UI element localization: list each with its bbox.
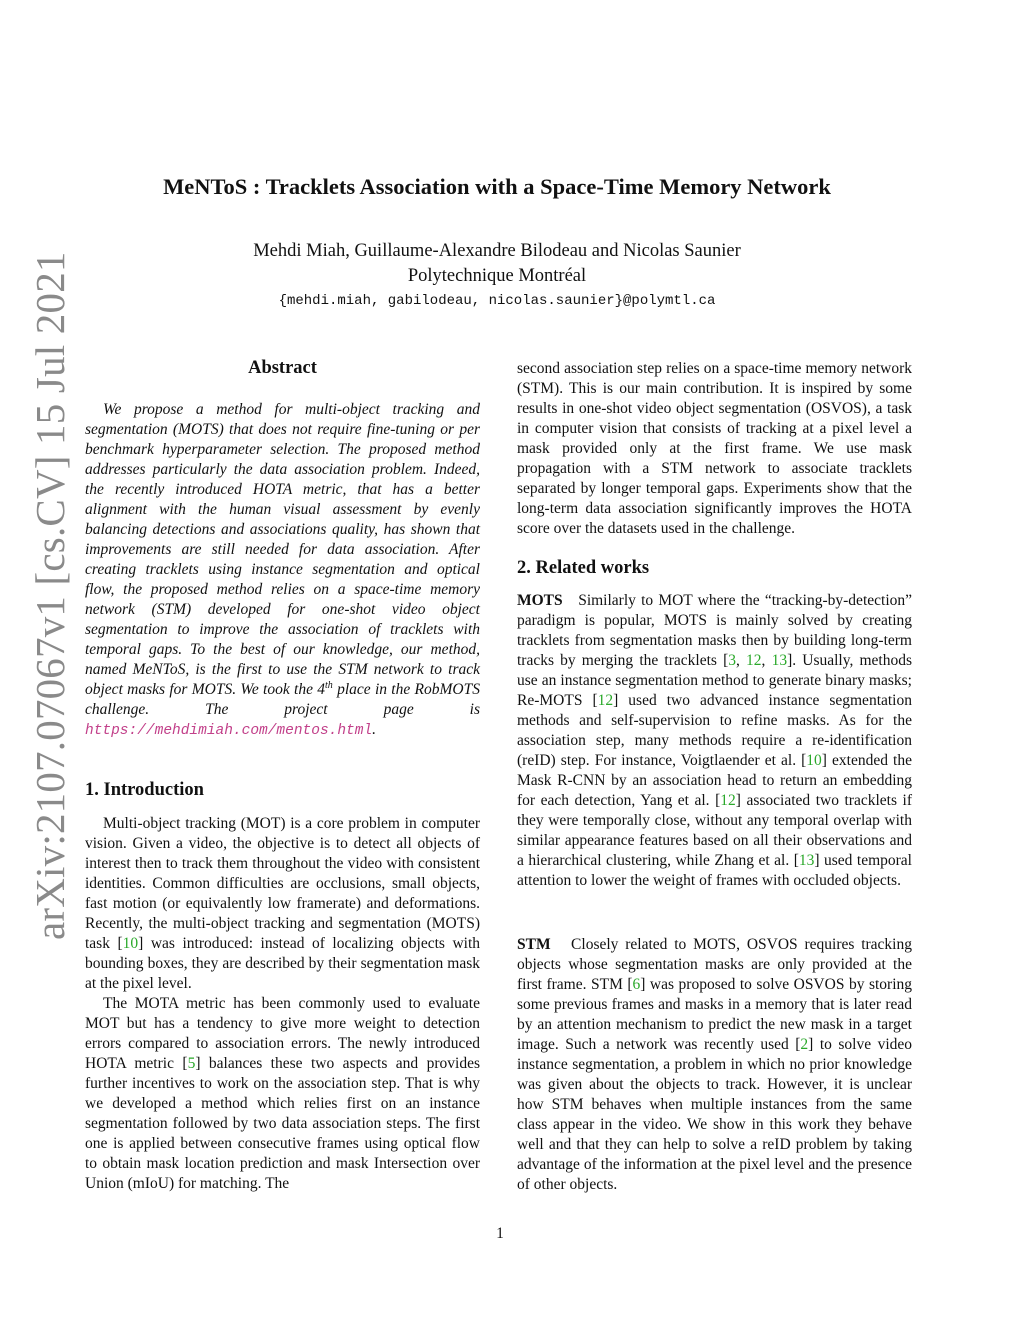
stm-text: ] was proposed to solve OSVOS by storing some previous frames and masks in a memory that is later read by an attention mechanism to predict the new mask in a target image. Such a network was recently used [	[517, 976, 912, 1053]
paper-title: MeNToS : Tracklets Association with a Space-Time Memory Network	[163, 174, 831, 199]
citation-link[interactable]: 3	[728, 652, 736, 669]
intro-paragraph-1	[85, 814, 480, 994]
intro-p1-text-cont: ] was introduced: instead of localizing objects with bounding boxes, they are described by their segmentation mask at the pixel level.	[85, 935, 480, 992]
mots-text: ] extended the Mask R-CNN by an association head to return an embedding for each detection, Yang et al. [	[517, 752, 912, 809]
abstract-end: .	[372, 721, 377, 738]
intro-paragraph-2	[85, 994, 480, 1194]
citation-link[interactable]: 12	[720, 792, 736, 809]
abstract-body	[85, 400, 480, 741]
mots-text: ]. Usually, methods use an instance segmentation method to generate binary masks; Re-MOTS [	[517, 652, 913, 709]
page-number: 1	[496, 1225, 504, 1242]
project-page-link[interactable]: https://mehdimiah.com/mentos.html	[85, 723, 373, 739]
citation-link[interactable]: 6	[632, 976, 641, 993]
abstract-text: We propose a method for multi-object tracking and segmentation (MOTS) that does not require fine-tuning or per benchmark hyperparameter selection. The proposed method addresses particularly the data association problem. Indeed, the recently introduced HOTA metric, that has a better alignment with the human visual assessment by evenly balancing detections and associations quality, has shown that improvements are still needed for data association. After creating tracklets using instance segmentation and optical flow, the proposed method relies on a space-time memory network (STM) developed for one-shot video object segmentation to improve the association of tracklets with temporal gaps. To the best of our knowledge, our method, named MeNToS, is the first to use the STM network to track object masks for MOTS. We took the	[85, 401, 480, 698]
author-list: Mehdi Miah, Guillaume-Alexandre Bilodeau and Nicolas Saunier	[253, 241, 741, 261]
intro-p2-text-cont: ] balances these two aspects and provides further incentives to work on the association step. That is why we developed a method which relies first on an instance segmentation followed by two data association steps. The first one is applied between consecutive frames using optical flow to obtain mask location prediction and mask Intersection over Union (mIoU) for matching. The	[85, 1055, 480, 1192]
abstract-ordinal: 4	[317, 681, 326, 698]
citation-link[interactable]: 13	[798, 852, 815, 869]
intro-p1-text: Multi-object tracking (MOT) is a core problem in computer vision. Given a video, the objective is to detect all objects of interest then to track them throughout the video with consistent identities. Common difficulties are occlusions, small objects, fast motion (or equivalently low framerate) and deformations. Recently, the multi-object tracking and segmentation (MOTS) task [	[85, 815, 480, 952]
citation-separator: ,	[736, 652, 747, 669]
intro-p2-text: The MOTA metric has been commonly used to evaluate MOT but has a tendency to give more weight to detection errors compared to association errors. The newly introduced HOTA metric [	[85, 995, 480, 1072]
mots-text: Similarly to MOT where the “tracking-by-detection” paradigm is popular, MOTS is mainly solved by creating tracklets from segmentation masks then by building long-term tracks by merging the tracklets [	[517, 592, 912, 669]
citation-link[interactable]: 2	[800, 1036, 809, 1053]
citation-link[interactable]: 10	[806, 752, 822, 769]
introduction-heading: 1. Introduction	[85, 780, 204, 800]
citation-link[interactable]: 12	[597, 692, 614, 709]
mots-text: ] associated two tracklets if they were temporally close, without any temporal overlap with similar appearance features based on all their observations and a hierarchical clustering, while Zhang et al. [	[517, 792, 912, 869]
related-works-heading: 2. Related works	[517, 558, 650, 578]
affiliation: Polytechnique Montréal	[407, 266, 587, 286]
abstract-ordinal-suffix: th	[325, 679, 333, 691]
citation-link[interactable]: 10	[122, 935, 139, 952]
citation-link[interactable]: 13	[771, 652, 788, 669]
mots-paragraph-heading: MOTS	[517, 592, 563, 609]
mots-paragraph	[517, 591, 912, 891]
mots-text: ] used temporal attention to lower the weight of frames with occluded objects.	[517, 852, 912, 889]
citation-link[interactable]: 5	[187, 1055, 196, 1072]
stm-paragraph-heading: STM	[517, 936, 551, 953]
citation-separator: ,	[761, 652, 772, 669]
mots-text: ] used two advanced instance segmentation methods and self-supervision to refine masks. As for the association step, many methods require a re-identification (reID) step. For instance, Voigtlaender et al. [	[517, 692, 912, 769]
introduction-body	[85, 814, 480, 1194]
abstract-text-cont: place in the RobMOTS challenge. The project page is	[85, 681, 480, 718]
stm-text: ] to solve video instance segmentation, a problem in which no prior knowledge was given about the objects to track. However, it is unclear how STM behaves when multiple instances from the same class appear in the video. We show in this work they behave well and that they can help to solve a reID problem by taking advantage of the information at the pixel level and the presence of other objects.	[517, 1036, 913, 1193]
citation-link[interactable]: 12	[746, 652, 762, 669]
abstract-heading: Abstract	[248, 358, 317, 378]
stm-paragraph	[517, 935, 912, 1195]
intro-continuation	[517, 359, 912, 539]
arxiv-identifier: arXiv:2107.07067v1 [cs.CV] 15 Jul 2021	[27, 251, 73, 940]
author-emails: {mehdi.miah, gabilodeau, nicolas.saunier}@polymtl.ca	[278, 293, 716, 309]
stm-text: Closely related to MOTS, OSVOS requires tracking objects whose segmentation masks are only provided at the first frame. STM [	[517, 936, 912, 993]
intro-continuation-text: second association step relies on a space-time memory network (STM). This is our main contribution. It is inspired by some results in one-shot video object segmentation (OSVOS), a task in computer vision that consists of tracking at a pixel level a mask provided only at the first frame. We use mask propagation with a STM network to associate tracklets separated by longer temporal gaps. Experiments show that the long-term data association significantly improves the HOTA score over the datasets used in the challenge.	[517, 360, 912, 537]
